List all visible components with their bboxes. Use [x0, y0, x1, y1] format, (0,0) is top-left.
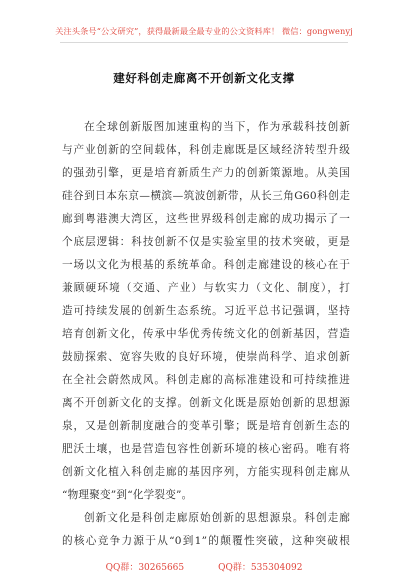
body-line: 肥沃土壤，也是营造包容性创新环境的核心密码。唯有将	[62, 443, 350, 455]
body-line: 的强劲引擎，更是培育新质生产力的创新策源地。从美国	[62, 167, 350, 179]
body-line: 培育创新文化，传承中华优秀传统文化的创新基因，营造	[62, 328, 350, 340]
body-line: 鼓励探索、宽容失败的良好环境，使崇尚科学、追求创新	[62, 351, 350, 363]
body-line: 硅谷到日本东京—横滨—筑波创新带，从长三角G60科创走	[62, 190, 350, 202]
body-line: 离不开创新文化的支撑。创新文化既是原始创新的思想源	[62, 397, 350, 409]
body-line: 在全球创新版图加速重构的当下，作为承载科技创新	[84, 121, 350, 133]
body-line: 创新文化植入科创走廊的基因序列，方能实现科创走廊从	[62, 466, 350, 478]
body-line: 在全社会蔚然成风。科创走廊的高标准建设和可持续推进	[62, 374, 350, 386]
body-line: “物理聚变”到“化学裂变”。	[62, 489, 193, 501]
body-line: 廊到粤港澳大湾区，这些世界级科创走廊的成功揭示了一	[62, 213, 350, 225]
header-banner: 关注头条号“公文研究”，获得最新最全最专业的公文资料库！ 微信：gongwenyj	[55, 26, 353, 36]
body-line: 与产业创新的空间载体，科创走廊既是区域经济转型升级	[62, 144, 350, 156]
body-line: 泉，又是创新制度融合的变革引擎；既是培育创新生态的	[62, 420, 350, 432]
document-body	[62, 116, 350, 553]
body-line: 个底层逻辑：科技创新不仅是实验室里的技术突破，更是	[62, 236, 350, 248]
header-divider	[60, 42, 348, 43]
body-line: 的核心竞争力源于从“0到1”的颠覆性突破，这种突破根	[62, 535, 350, 547]
document-title: 建好科创走廊离不开创新文化支撑	[113, 71, 295, 85]
body-line: 造可持续发展的创新生态系统。习近平总书记强调，坚持	[62, 305, 350, 317]
footer-contact	[0, 560, 408, 573]
footer-qq-group-2: QQ群：535304092	[218, 563, 303, 573]
footer-qq-group-1: QQ群：30265665	[105, 563, 185, 573]
body-line: 创新文化是科创走廊原始创新的思想源泉。科创走廊	[84, 512, 350, 524]
body-line: 兼顾硬环境（交通、产业）与软实力（文化、制度），打	[62, 282, 350, 294]
body-line: 一场以文化为根基的系统革命。科创走廊建设的核心在于	[62, 259, 350, 271]
